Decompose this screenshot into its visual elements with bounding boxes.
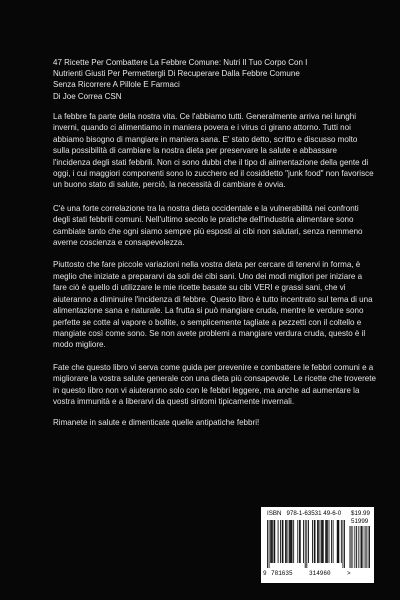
ean-barcode-bars [267,520,345,568]
price: $19.99 [351,510,370,517]
barcode-bar [303,520,304,563]
barcode-bar [300,520,301,563]
barcode-digits-left: 781635 [271,570,293,577]
blurb-paragraph: Fate che questo libro vi serva come guida per prevenire e combattere le febbri comuni e a migliorare la vostra salute generale con una dieta più consapevole. Le ricette che troverete in questo libro non vi aiuteranno solo con le febbri leggere, ma anche ad aumentare la vostra immunità e a liberarvi da questi sintomi tipicamente invernali. [53,362,376,406]
barcode-bar [299,520,300,563]
title-line: Senza Ricorrere A Pillole E Farmaci [53,80,180,90]
barcode-bar [291,520,292,563]
barcode-bar [308,520,309,563]
barcode-bar [327,520,328,563]
barcode-bar [288,520,289,563]
isbn-text [267,510,341,517]
barcode-bar [321,520,322,563]
barcode-digits-right: 314960 [309,570,331,577]
barcode-digit-check: > [347,570,351,577]
barcode-bar [305,520,306,568]
book-title-block [53,57,373,102]
barcode-digit-lead: 9 [263,570,267,577]
barcode-bar [341,520,342,563]
barcode-bar [293,520,294,563]
closing-line: Rimanete in salute e dimenticate quelle antipatiche febbri! [53,418,260,428]
barcode-bar [278,520,279,563]
isbn-number: 978-1-63531 49-6-0 [286,510,342,517]
barcode-bar [325,520,326,563]
barcode-bar [290,520,291,563]
barcode-bar [343,520,344,568]
isbn-barcode [261,507,374,583]
barcode-bar [270,520,271,563]
title-line: Nutrienti Giusti Per Permettergli Di Recuperare Dalla Febbre Comune [53,69,300,79]
barcode-bar [272,520,273,563]
barcode-bar [306,520,307,568]
barcode-bar [297,520,298,563]
barcode-bar [314,520,315,563]
barcode-bar [326,520,327,563]
barcode-bar [322,520,323,563]
blurb-paragraph: Piuttosto che fare piccole variazioni nella vostra dieta per cercare di tenervi in forma, è meglio che iniziate a prepararvi da soli dei cibi sani. Uno dei modi migliori per iniziare a fare ciò è quello di utilizzare le mie ricette basate su cibi VERI e grassi sani, che vi aiuteranno a diminuire l'incidenza di febbre. Questo libro è tutto incentrato sul tema di una alimentazione sana e naturale. La frutta si può mangiare cruda, mentre le verdure sono perfette se cotte al vapore o bollite, o semplicemente tagliate a pezzetti con il coltello e mangiate così come sono. Se non avete problemi a mangiare verdura cruda, questo è il modo migliore. [53,260,373,350]
barcode-bar [338,520,339,563]
barcode-bar [331,520,332,563]
barcode-bar [280,520,281,563]
barcode-bar [317,520,318,563]
barcode-bar [286,520,287,563]
author-line: Di Joe Correa CSN [53,91,122,101]
barcode-bar [271,520,272,563]
barcode-bar [338,520,339,563]
isbn-label: ISBN [267,510,282,517]
barcode-bar [333,520,334,563]
addon-barcode-bars [349,526,370,568]
barcode-bar [344,520,345,568]
barcode-bar [274,520,275,563]
barcode-bar [283,520,284,563]
blurb [53,111,376,441]
barcode-bar [318,520,319,563]
blurb-paragraph: C'è una forte correlazione tra la nostra dieta occidentale e la vulnerabilità nei confronti degli stati febbrili comuni. Nell'ultimo secolo le pratiche dell'industria alimentare sono cambiate tanto che ogni siamo sempre più esposti ai cibi non salutari, senza nemmeno averne coscienza e consapevolezza. [53,203,363,248]
barcode-bar [267,520,268,568]
barcode-bar [329,520,330,563]
barcode-bar [269,520,270,568]
barcode-bar [337,520,338,563]
barcode-bar [274,520,275,563]
barcode-bar [289,520,290,563]
price-code: 51999 [351,518,369,525]
barcode-bar [285,520,286,563]
barcode-bar [315,520,316,563]
barcode-bar [282,520,283,563]
barcode-bar [312,520,313,563]
barcode-bar [320,520,321,563]
barcode-bar [323,520,324,563]
barcode-bar [292,520,293,563]
title-line: 47 Ricette Per Combattere La Febbre Comune: Nutri Il Tuo Corpo Con I [53,58,308,67]
blurb-paragraph: La febbre fa parte della nostra vita. Ce l'abbiamo tutti. Generalmente arriva nei lunghi inverni, quando ci alimentiamo in maniera povera e i virus ci girano attorno. Tutti noi abbiamo bisogno di mangiare in maniera sana. E' stato detto, scritto e discusso molto sulla possibilità di cambiare la nostra dieta per preservare la salute e abbassare l'incidenza degli stati febbrili. Non ci sono dubbi che il tipo di alimentazione della gente di oggi, i cui maggiori componenti sono lo zucchero ed il cosiddetto "junk food" non favorisce un buono stato di salute, perciò, la necessità di cambiare è ovvia. [53,112,374,190]
